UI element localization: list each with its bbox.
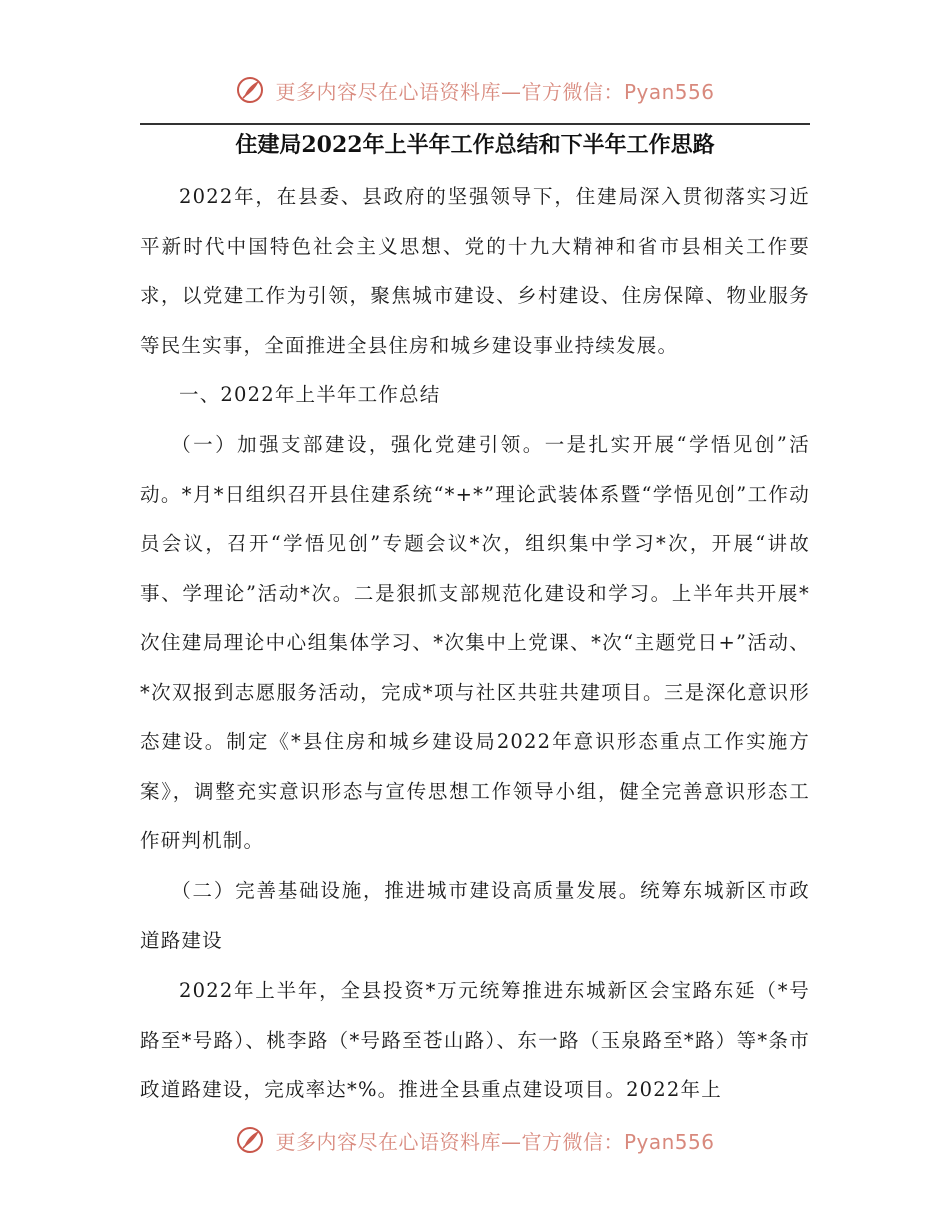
watermark-text: 更多内容尽在心语资料库—官方微信：Pyan556 [275,79,715,104]
paragraph-road-construction: 2022年上半年，全县投资*万元统筹推进东城新区会宝路东延（*号路至*号路）、桃李路（*号路至苍山路）、东一路（玉泉路至*路）等*条市政道路建设，完成率达*%。推进全县重点建设项目。2022年上 [140,979,810,1101]
quill-logo-icon [235,75,265,105]
paragraph-party-building: （一）加强支部建设，强化党建引领。一是扎实开展“学悟见创”活动。*月*日组织召开县住建系统“*+*”理论武装体系暨“学悟见创”工作动员会议，召开“学悟见创”专题会议*次，组织集中学习*次，开展“讲故事、学理论”活动*次。二是狠抓支部规范化建设和学习。上半年共开展*次住建局理论中心组集体学习、*次集中上党课、*次“主题党日+”活动、*次双报到志愿服务活动，完成*项与社区共驻共建项目。三是深化意识形态建设。制定《*县住房和城乡建设局2022年意识形态重点工作实施方案》，调整充实意识形态与宣传思想工作领导小组，健全完善意识形态工作研判机制。 [140,433,810,852]
document-title: 住建局2022年上半年工作总结和下半年工作思路 [235,132,715,158]
quill-logo-icon [235,1125,265,1155]
paragraph-intro: 2022年，在县委、县政府的坚强领导下，住建局深入贯彻落实习近平新时代中国特色社会主义思想、党的十九大精神和省市县相关工作要求，以党建工作为引领，聚焦城市建设、乡村建设、住房保障、物业服务等民生实事，全面推进全县住房和城乡建设事业持续发展。 [140,185,810,357]
paragraph-infrastructure: （二）完善基础设施，推进城市建设高质量发展。统筹东城新区市政道路建设 [140,879,810,952]
header-divider [140,123,810,125]
watermark-text: 更多内容尽在心语资料库—官方微信：Pyan556 [275,1129,715,1154]
watermark-footer [0,1120,950,1160]
watermark-header [0,70,950,110]
section-heading-1: 一、2022年上半年工作总结 [179,383,441,406]
